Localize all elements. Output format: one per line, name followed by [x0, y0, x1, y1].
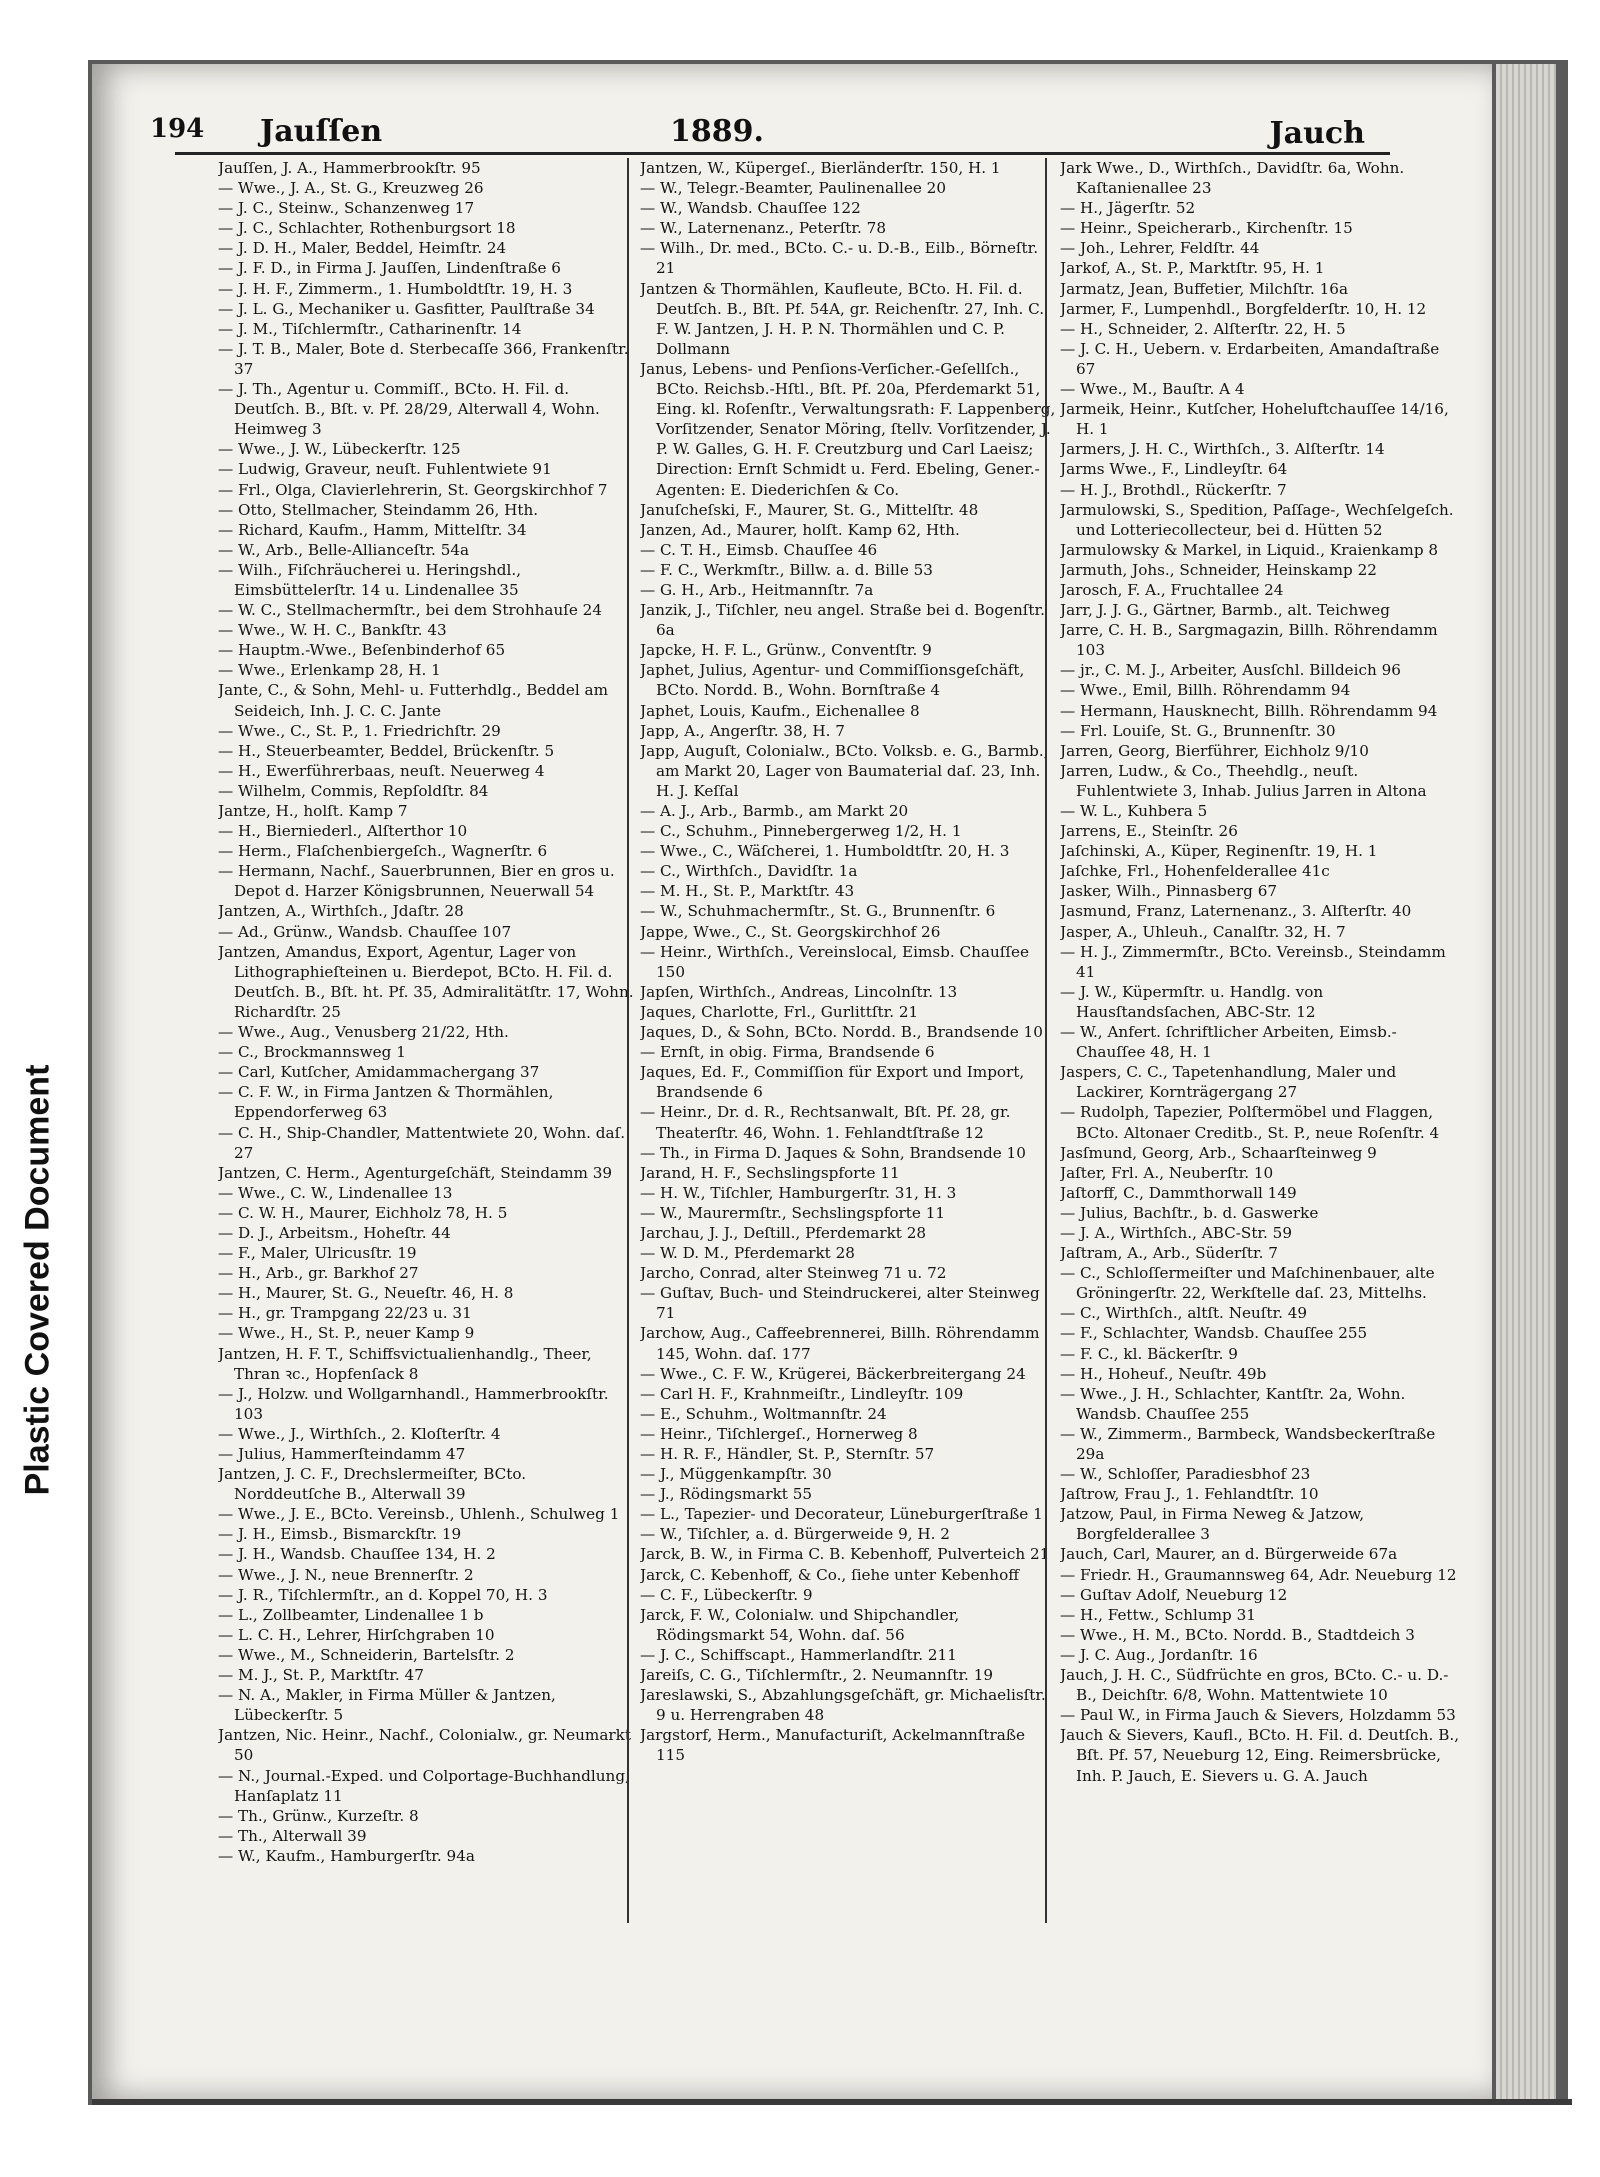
directory-entry: Jauch & Sievers, Kaufl., BCto. H. Fil. d. Deutſch. B., Bſt. Pf. 57, Neueburg 12, Eing. Reimersbrücke, Inh. P. Jauch, E. Sievers u. G. A. Jauch	[1060, 1726, 1460, 1785]
side-label-text: Plastic Covered Document	[18, 1064, 57, 1496]
directory-entry: Jaſchinski, A., Küper, Reginenſtr. 19, H. 1	[1060, 842, 1378, 861]
directory-entry: — Hermann, Hausknecht, Billh. Röhrendamm 94	[1060, 701, 1438, 720]
directory-entry: Janzik, J., Tiſchler, neu angel. Straße bei d. Bogenſtr. 6a	[640, 601, 1045, 640]
directory-entry: — H., Jägerſtr. 52	[1060, 199, 1196, 218]
directory-entry: Jarren, Georg, Bierführer, Eichholz 9/10	[1060, 741, 1369, 760]
directory-entry: Japp, Auguſt, Colonialw., BCto. Volksb. e. G., Barmb., am Markt 20, Lager von Baumaterial daſ. 23, Inh. H. J. Keſſal	[640, 741, 1049, 800]
directory-entry: Jarchow, Aug., Caffeebrennerei, Billh. Röhrendamm 145, Wohn. daſ. 177	[640, 1324, 1040, 1363]
directory-entry: Jark Wwe., D., Wirthſch., Davidſtr. 6a, Wohn. Kaſtanienallee 23	[1060, 159, 1405, 198]
directory-entry: — Heinr., Tiſchlergeſ., Hornerweg 8	[640, 1424, 918, 1443]
directory-entry: — J. L. G., Mechaniker u. Gasfitter, Paulſtraße 34	[218, 299, 595, 318]
directory-entry: Jaques, Ed. F., Commiſſion für Export und Import, Brandsende 6	[640, 1063, 1025, 1102]
directory-entry: — J. H., Wandsb. Chauſſee 134, H. 2	[218, 1545, 496, 1564]
directory-entry: — C. T. H., Eimsb. Chauſſee 46	[640, 540, 878, 559]
directory-entry: — Rudolph, Tapezier, Polſtermöbel und Flaggen, BCto. Altonaer Creditb., St. P., neue Roſenſtr. 4	[1060, 1103, 1440, 1142]
directory-entry: Jantzen, A., Wirthſch., Jdaſtr. 28	[218, 902, 464, 921]
directory-entry: Jaſter, Frl. A., Neuberſtr. 10	[1060, 1163, 1274, 1182]
directory-entry: — J., Rödingsmarkt 55	[640, 1485, 813, 1504]
directory-entry: — J. M., Tiſchlermſtr., Catharinenſtr. 14	[218, 319, 522, 338]
directory-entry: Jante, C., & Sohn, Mehl- u. Futterhdlg., Beddel am Seideich, Inh. J. C. C. Jante	[218, 681, 608, 720]
directory-entry: Jantzen & Thormählen, Kaufleute, BCto. H. Fil. d. Deutſch. B., Bſt. Pf. 54A, gr. Reichenſtr. 27, Inh. C. F. W. Jantzen, J. H. P. N. Thormählen und C. P. Dollmann	[640, 279, 1045, 358]
directory-entry: — Wilh., Dr. med., BCto. C.- u. D.-B., Eilb., Börneſtr. 21	[640, 239, 1039, 278]
directory-entry: — C., Wirthſch., Davidſtr. 1a	[640, 862, 858, 881]
directory-entry: Jarchau, J. J., Deſtill., Pferdemarkt 28	[640, 1223, 927, 1242]
directory-entry: — Heinr., Dr. d. R., Rechtsanwalt, Bſt. Pf. 28, gr. Theaterſtr. 46, Wohn. 1. Fehlandtſtraße 12	[640, 1103, 1011, 1142]
directory-entry: Jasmund, Franz, Laternenanz., 3. Alſterſtr. 40	[1060, 902, 1412, 921]
directory-entry: Jaſtram, A., Arb., Süderſtr. 7	[1060, 1244, 1278, 1263]
directory-entry: — W., Arb., Belle-Allianceſtr. 54a	[218, 540, 470, 559]
directory-entry: — W., Schloſſer, Paradiesbhof 23	[1060, 1465, 1311, 1484]
directory-entry: — W., Anfert. ſchriftlicher Arbeiten, Eimsb.-Chauſſee 48, H. 1	[1060, 1023, 1397, 1062]
directory-entry: Jarmer, F., Lumpenhdl., Borgfelderſtr. 10, H. 12	[1060, 299, 1427, 318]
directory-entry: — Wilh., Fiſchräucherei u. Heringshdl., Eimsbüttelerſtr. 14 u. Lindenallee 35	[218, 560, 522, 599]
directory-entry: Jarck, B. W., in Firma C. B. Kebenhoff, Pulverteich 21	[640, 1545, 1050, 1564]
directory-entry: — W. C., Stellmachermſtr., bei dem Strohhauſe 24	[218, 601, 602, 620]
directory-entry: — J. H., Eimsb., Bismarckſtr. 19	[218, 1525, 462, 1544]
directory-entry: — Paul W., in Firma Jauch & Sievers, Holzdamm 53	[1060, 1706, 1456, 1725]
directory-entry: — C. W. H., Maurer, Eichholz 78, H. 5	[218, 1203, 508, 1222]
directory-entry: — H., Hoheuf., Neuſtr. 49b	[1060, 1364, 1267, 1383]
directory-entry: — H., Maurer, St. G., Neueſtr. 46, H. 8	[218, 1284, 514, 1303]
directory-entry: — F. C., Werkmſtr., Billw. a. d. Bille 53	[640, 560, 933, 579]
directory-entry: — J. C., Steinw., Schanzenweg 17	[218, 199, 475, 218]
directory-entry: — W., Schuhmachermſtr., St. G., Brunnenſtr. 6	[640, 902, 996, 921]
directory-entry: Jarcho, Conrad, alter Steinweg 71 u. 72	[640, 1264, 947, 1283]
directory-entry: Japſen, Wirthſch., Andreas, Lincolnſtr. 13	[640, 982, 958, 1001]
directory-entry: Jaques, D., & Sohn, BCto. Nordd. B., Brandsende 10	[640, 1023, 1043, 1042]
directory-entry: Janus, Lebens- und Penſions-Verſicher.-Geſellſch., BCto. Reichsb.-Hſtl., Bſt. Pf. 20a, Pferdemarkt 51, Eing. kl. Roſenſtr., Verwaltungsrath: F. Lappenberg, Vorſitzender, Senator Möring, ſtellv. Vorſitzender, J. P. W. Galles, G. H. F. Creutzburg und Carl Laeisz; Direction: Ernſt Schmidt u. Ferd. Ebeling, Gener.-Agenten: E. Diederichſen & Co.	[640, 359, 1056, 499]
directory-entry: Jantze, H., holſt. Kamp 7	[218, 802, 408, 820]
column-3	[1060, 158, 1460, 2038]
page-edge	[1496, 64, 1556, 2099]
column-divider	[627, 158, 629, 1923]
directory-entry: Jarmers, J. H. C., Wirthſch., 3. Alſterſtr. 14	[1060, 440, 1385, 459]
directory-entry: — Wwe., J., Wirthſch., 2. Kloſterſtr. 4	[218, 1424, 501, 1443]
directory-entry: — Ludwig, Graveur, neuſt. Fuhlentwiete 91	[218, 460, 552, 479]
directory-entry: — J. C., Schiffscapt., Hammerlandſtr. 211	[640, 1645, 957, 1664]
directory-entry: — F., Maler, Ulricusſtr. 19	[218, 1244, 417, 1263]
column-1	[218, 158, 636, 2038]
side-label	[8, 1020, 68, 1540]
directory-entry: Jasker, Wilh., Pinnasberg 67	[1060, 882, 1278, 901]
directory-entry: — J. F. D., in Firma J. Jauſſen, Lindenſtraße 6	[218, 259, 561, 278]
directory-entry: — Guſtav, Buch- und Steindruckerei, alter Steinweg 71	[640, 1284, 1040, 1323]
directory-entry: — Hermann, Nachf., Sauerbrunnen, Bier en gros u. Depot d. Harzer Königsbrunnen, Neuerwall 54	[218, 862, 615, 901]
directory-entry: Jasper, A., Uhleuh., Canalſtr. 32, H. 7	[1060, 922, 1346, 941]
directory-entry: — Wwe., C. W., Lindenallee 13	[218, 1183, 453, 1202]
directory-entry: — Julius, Hammerſteindamm 47	[218, 1445, 466, 1463]
header-year: 1889.	[670, 114, 764, 149]
directory-entry: — Wwe., C. F. W., Krügerei, Bäckerbreitergang 24	[640, 1364, 1026, 1383]
directory-entry: — Carl H. F., Krahnmeiſtr., Lindleyſtr. 109	[640, 1384, 964, 1403]
directory-entry: — W., Kaufm., Hamburgerſtr. 94a	[218, 1846, 475, 1865]
directory-entry: — M. J., St. P., Marktſtr. 47	[218, 1666, 424, 1685]
directory-entry: Japhet, Julius, Agentur- und Commiſſionsgeſchäft, BCto. Nordd. B., Wohn. Bornſtraße 4	[640, 661, 1025, 700]
directory-entry: — H. R. F., Händler, St. P., Sternſtr. 57	[640, 1445, 935, 1463]
directory-entry: — H., Fettw., Schlump 31	[1060, 1605, 1256, 1624]
directory-entry: — Wwe., Erlenkamp 28, H. 1	[218, 661, 441, 680]
directory-entry: — J., Holzw. und Wollgarnhandl., Hammerbrookſtr. 103	[218, 1384, 609, 1423]
directory-entry: Jarmulowski, S., Spedition, Paſſage-, Wechſelgeſch. und Lotteriecollecteur, bei d. Hütten 52	[1060, 500, 1454, 539]
directory-entry: — E., Schuhm., Woltmannſtr. 24	[640, 1404, 887, 1423]
directory-entry: — H. J., Brothdl., Rückerſtr. 7	[1060, 480, 1287, 499]
directory-entry: Jarkof, A., St. P., Marktſtr. 95, H. 1	[1060, 259, 1325, 278]
directory-entry: — Wwe., M., Schneiderin, Bartelsſtr. 2	[218, 1645, 515, 1664]
directory-entry: — Wwe., Aug., Venusberg 21/22, Hth.	[218, 1023, 509, 1042]
directory-entry: Jantzen, Amandus, Export, Agentur, Lager von Lithographieſteinen u. Bierdepot, BCto. H. Fil. d. Deutſch. B., Bſt. ht. Pf. 35, Admiralitätſtr. 17, Wohn. Richardſtr. 25	[218, 942, 634, 1021]
column-2	[640, 158, 1058, 2038]
directory-entry: Jarmuth, Johs., Schneider, Heinskamp 22	[1060, 560, 1377, 579]
directory-entry: — L., Zollbeamter, Lindenallee 1 b	[218, 1605, 484, 1624]
directory-entry: Jappe, Wwe., C., St. Georgskirchhof 26	[640, 922, 941, 941]
directory-entry: — L. C. H., Lehrer, Hirſchgraben 10	[218, 1625, 495, 1644]
directory-entry: — Th., in Firma D. Jaques & Sohn, Brandsende 10	[640, 1143, 1026, 1162]
directory-entry: — J. C., Schlachter, Rothenburgsort 18	[218, 219, 516, 238]
directory-entry: — N., Journal.-Exped. und Colportage-Buchhandlung, Hanſaplatz 11	[218, 1766, 630, 1805]
directory-entry: Jarosch, F. A., Fruchtallee 24	[1060, 580, 1284, 599]
directory-entry: Janzen, Ad., Maurer, holſt. Kamp 62, Hth.	[640, 520, 960, 539]
directory-entry: — Hauptm.-Wwe., Beſenbinderhof 65	[218, 641, 506, 660]
directory-entry: Jantzen, W., Küpergeſ., Bierländerſtr. 150, H. 1	[640, 159, 1001, 177]
directory-entry: — H., Steuerbeamter, Beddel, Brückenſtr. 5	[218, 741, 555, 760]
directory-entry: Japp, A., Angerſtr. 38, H. 7	[640, 721, 845, 740]
directory-entry: — F. C., kl. Bäckerſtr. 9	[1060, 1344, 1238, 1363]
directory-entry: — J., Müggenkampſtr. 30	[640, 1465, 832, 1484]
directory-entry: — Wwe., J. W., Lübeckerſtr. 125	[218, 440, 461, 459]
directory-entry: — Otto, Stellmacher, Steindamm 26, Hth.	[218, 500, 539, 519]
directory-entry: — W., Maurermſtr., Sechslingspforte 11	[640, 1203, 946, 1222]
directory-entry: Jantzen, C. Herm., Agenturgeſchäft, Steindamm 39	[218, 1163, 613, 1182]
directory-entry: — Wwe., J. E., BCto. Vereinsb., Uhlenh., Schulweg 1	[218, 1505, 620, 1524]
directory-entry: — M. H., St. P., Marktſtr. 43	[640, 882, 855, 901]
directory-entry: — L., Tapezier- und Decorateur, Lüneburgerſtraße 1	[640, 1505, 1043, 1524]
directory-entry: — Frl., Olga, Clavierlehrerin, St. Georgskirchhof 7	[218, 480, 608, 499]
directory-entry: — H., Schneider, 2. Alſterſtr. 22, H. 5	[1060, 319, 1346, 338]
directory-entry: Jaſchke, Frl., Hohenfelderallee 41c	[1060, 862, 1330, 881]
directory-entry: Jarck, C. Kebenhoff, & Co., ſiehe unter Kebenhoff	[640, 1565, 1020, 1584]
directory-entry: Jareiſs, C. G., Tiſchlermſtr., 2. Neumannſtr. 19	[640, 1666, 994, 1685]
directory-entry: — Guſtav Adolf, Neueburg 12	[1060, 1585, 1288, 1604]
directory-entry: — J. C. Aug., Jordanſtr. 16	[1060, 1645, 1258, 1664]
directory-entry: Jarmulowsky & Markel, in Liquid., Kraienkamp 8	[1060, 540, 1439, 559]
header-right-word: Jauch	[1269, 116, 1365, 151]
directory-entry: — W., Tiſchler, a. d. Bürgerweide 9, H. 2	[640, 1525, 950, 1544]
directory-entry: — W., Zimmerm., Barmbeck, Wandsbeckerſtraße 29a	[1060, 1424, 1436, 1463]
directory-entry: Jarmeik, Heinr., Kutſcher, Hoheluftchauſſee 14/16, H. 1	[1060, 400, 1449, 439]
directory-entry: — J. Th., Agentur u. Commiſſ., BCto. H. Fil. d. Deutſch. B., Bſt. v. Pf. 28/29, Alterwall 4, Wohn. Heimweg 3	[218, 380, 600, 439]
header-rule	[175, 152, 1390, 155]
directory-entry: Jantzen, H. F. T., Schiffsvictualienhandlg., Theer, Thran ꝛc., Hopfenſack 8	[218, 1344, 592, 1383]
directory-entry: — Th., Grünw., Kurzeſtr. 8	[218, 1806, 419, 1825]
page-number: 194	[150, 114, 205, 144]
directory-entry: — Heinr., Wirthſch., Vereinslocal, Eimsb. Chauſſee 150	[640, 942, 1029, 981]
directory-entry: Jarr, J. J. G., Gärtner, Barmb., alt. Teichweg	[1060, 601, 1390, 620]
directory-entry: — C., Wirthſch., altſt. Neuſtr. 49	[1060, 1304, 1308, 1323]
directory-entry: Jareslawski, S., Abzahlungsgeſchäft, gr. Michaelisſtr. 9 u. Herrengraben 48	[640, 1686, 1046, 1725]
directory-entry: Januſcheſski, F., Maurer, St. G., Mittelſtr. 48	[640, 500, 979, 519]
directory-entry: — Wwe., H., St. P., neuer Kamp 9	[218, 1324, 475, 1343]
directory-entry: — H. J., Zimmermſtr., BCto. Vereinsb., Steindamm 41	[1060, 942, 1446, 981]
directory-entry: Jarmatz, Jean, Buffetier, Milchſtr. 16a	[1060, 279, 1349, 298]
directory-entry: — W., Laternenanz., Peterſtr. 78	[640, 219, 886, 238]
directory-entry: Jarck, F. W., Colonialw. und Shipchandler, Rödingsmarkt 54, Wohn. daſ. 56	[640, 1605, 960, 1644]
directory-entry: — Wwe., J. A., St. G., Kreuzweg 26	[218, 179, 484, 198]
directory-entry: Jantzen, Nic. Heinr., Nachf., Colonialw., gr. Neumarkt 50	[218, 1726, 631, 1765]
directory-entry: — Ernſt, in obig. Firma, Brandsende 6	[640, 1043, 935, 1062]
directory-entry: Jantzen, J. C. F., Drechslermeiſter, BCto. Norddeutſche B., Alterwall 39	[218, 1465, 527, 1504]
directory-entry: — H., gr. Trampgang 22/23 u. 31	[218, 1304, 472, 1323]
directory-entry: — C., Schuhm., Pinnebergerweg 1/2, H. 1	[640, 822, 962, 841]
directory-entry: — Wwe., J. H., Schlachter, Kantſtr. 2a, Wohn. Wandsb. Chauſſee 255	[1060, 1384, 1406, 1423]
directory-entry: Japhet, Louis, Kaufm., Eichenallee 8	[640, 701, 920, 720]
directory-entry: Jauch, Carl, Maurer, an d. Bürgerweide 67a	[1060, 1545, 1398, 1564]
directory-entry: — W., Wandsb. Chauſſee 122	[640, 199, 861, 218]
directory-entry: — W. L., Kuhbera 5	[1060, 802, 1208, 820]
directory-entry: — H. W., Tiſchler, Hamburgerſtr. 31, H. 3	[640, 1183, 957, 1202]
directory-entry: — N. A., Makler, in Firma Müller & Jantzen, Lübeckerſtr. 5	[218, 1686, 556, 1725]
directory-entry: — F., Schlachter, Wandsb. Chauſſee 255	[1060, 1324, 1368, 1343]
directory-entry: Jarren, Ludw., & Co., Theehdlg., neuſt. Fuhlentwiete 3, Inhab. Julius Jarren in Altona	[1060, 761, 1427, 800]
directory-entry: — Wwe., C., St. P., 1. Friedrichſtr. 29	[218, 721, 501, 740]
directory-entry: — C., Brockmannsweg 1	[218, 1043, 406, 1062]
directory-entry: — D. J., Arbeitsm., Hoheſtr. 44	[218, 1223, 451, 1242]
directory-entry: — J. D. H., Maler, Beddel, Heimſtr. 24	[218, 239, 507, 258]
directory-entry: Jarre, C. H. B., Sargmagazin, Billh. Röhrendamm 103	[1060, 621, 1438, 660]
directory-entry: — J. R., Tiſchlermſtr., an d. Koppel 70, H. 3	[218, 1585, 548, 1604]
directory-entry: — Ad., Grünw., Wandsb. Chauſſee 107	[218, 922, 512, 941]
directory-entry: — Julius, Bachſtr., b. d. Gaswerke	[1060, 1203, 1319, 1222]
directory-entry: Japcke, H. F. L., Grünw., Conventſtr. 9	[640, 641, 932, 660]
directory-entry: — Joh., Lehrer, Feldſtr. 44	[1060, 239, 1260, 258]
scan-bottom-edge	[92, 2099, 1572, 2105]
directory-entry: — W., Telegr.-Beamter, Paulinenallee 20	[640, 179, 946, 198]
directory-entry: Jaques, Charlotte, Frl., Gurlittſtr. 21	[640, 1002, 919, 1021]
directory-entry: — J. W., Küpermſtr. u. Handlg. von Hausſtandsſachen, ABC-Str. 12	[1060, 982, 1324, 1021]
directory-entry: — Frl. Louiſe, St. G., Brunnenſtr. 30	[1060, 721, 1336, 740]
directory-entry: Jauch, J. H. C., Südfrüchte en gros, BCto. C.- u. D.-B., Deichſtr. 6/8, Wohn. Mattentwiete 10	[1060, 1666, 1449, 1705]
directory-entry: — Wwe., M., Bauſtr. A 4	[1060, 380, 1245, 399]
directory-entry: — H., Bierniederl., Alſterthor 10	[218, 822, 468, 841]
directory-entry: — W. D. M., Pferdemarkt 28	[640, 1244, 855, 1263]
directory-entry: — G. H., Arb., Heitmannſtr. 7a	[640, 580, 874, 599]
directory-entry: — C. F. W., in Firma Jantzen & Thormählen, Eppendorferweg 63	[218, 1083, 554, 1122]
directory-entry: — H., Ewerführerbaas, neuſt. Neuerweg 4	[218, 761, 545, 780]
directory-entry: — Heinr., Speicherarb., Kirchenſtr. 15	[1060, 219, 1353, 238]
directory-entry: — J. T. B., Maler, Bote d. Sterbecaſſe 366, Frankenſtr. 37	[218, 339, 629, 378]
directory-entry: — Friedr. H., Graumannsweg 64, Adr. Neueburg 12	[1060, 1565, 1457, 1584]
directory-entry: — C. F., Lübeckerſtr. 9	[640, 1585, 813, 1604]
directory-entry: — H., Arb., gr. Barkhof 27	[218, 1264, 419, 1283]
header-left-word: Jauſſen	[260, 114, 383, 149]
directory-entry: — Richard, Kaufm., Hamm, Mittelſtr. 34	[218, 520, 527, 539]
directory-entry: — Carl, Kutſcher, Amidammachergang 37	[218, 1063, 540, 1082]
directory-entry: Jatzow, Paul, in Firma Neweg & Jatzow, Borgfelderallee 3	[1060, 1505, 1365, 1544]
directory-entry: — Wwe., Emil, Billh. Röhrendamm 94	[1060, 681, 1351, 700]
page-header	[150, 64, 1365, 151]
directory-entry: — jr., C. M. J., Arbeiter, Ausſchl. Billdeich 96	[1060, 661, 1401, 680]
directory-entry: — Wwe., C., Wäſcherei, 1. Humboldtſtr. 20, H. 3	[640, 842, 1010, 861]
directory-entry: Jasſmund, Georg, Arb., Schaarſteinweg 9	[1060, 1143, 1377, 1162]
directory-entry: Jarand, H. F., Sechslingspforte 11	[640, 1163, 900, 1182]
directory-entry: — C., Schloſſermeiſter und Maſchinenbauer, alte Gröningerſtr. 22, Werkſtelle daſ. 23, Mittelhs.	[1060, 1264, 1435, 1303]
directory-entry: — A. J., Arb., Barmb., am Markt 20	[640, 802, 909, 820]
directory-entry: Jarms Wwe., F., Lindleyſtr. 64	[1060, 460, 1288, 479]
directory-entry: — J. C. H., Uebern. v. Erdarbeiten, Amandaſtraße 67	[1060, 339, 1440, 378]
directory-entry: — J. H. F., Zimmerm., 1. Humboldtſtr. 19, H. 3	[218, 279, 573, 298]
directory-entry: — C. H., Ship-Chandler, Mattentwiete 20, Wohn. daſ. 27	[218, 1123, 626, 1162]
directory-entry: — Wwe., W. H. C., Bankſtr. 43	[218, 621, 447, 640]
directory-entry: — Wwe., H. M., BCto. Nordd. B., Stadtdeich 3	[1060, 1625, 1415, 1644]
column-divider	[1045, 158, 1047, 1923]
directory-entry: — Th., Alterwall 39	[218, 1826, 367, 1845]
directory-entry: Jaſtrow, Frau J., 1. Fehlandtſtr. 10	[1060, 1485, 1319, 1504]
directory-entry: — Wilhelm, Commis, Repſoldſtr. 84	[218, 781, 489, 800]
directory-entry: — Herm., Flaſchenbiergeſch., Wagnerſtr. 6	[218, 842, 548, 861]
directory-entry: Jaspers, C. C., Tapetenhandlung, Maler und Lackirer, Kornträgergang 27	[1060, 1063, 1397, 1102]
directory-entry: — J. A., Wirthſch., ABC-Str. 59	[1060, 1223, 1293, 1242]
directory-entry: — Wwe., J. N., neue Brennerſtr. 2	[218, 1565, 474, 1584]
directory-entry: Jargstorf, Herm., Manufacturiſt, Ackelmannſtraße 115	[640, 1726, 1025, 1765]
directory-entry: Jauſſen, J. A., Hammerbrookſtr. 95	[218, 159, 481, 177]
directory-entry: Jaſtorff, C., Dammthorwall 149	[1060, 1183, 1297, 1202]
directory-entry: Jarrens, E., Steinſtr. 26	[1060, 822, 1238, 841]
